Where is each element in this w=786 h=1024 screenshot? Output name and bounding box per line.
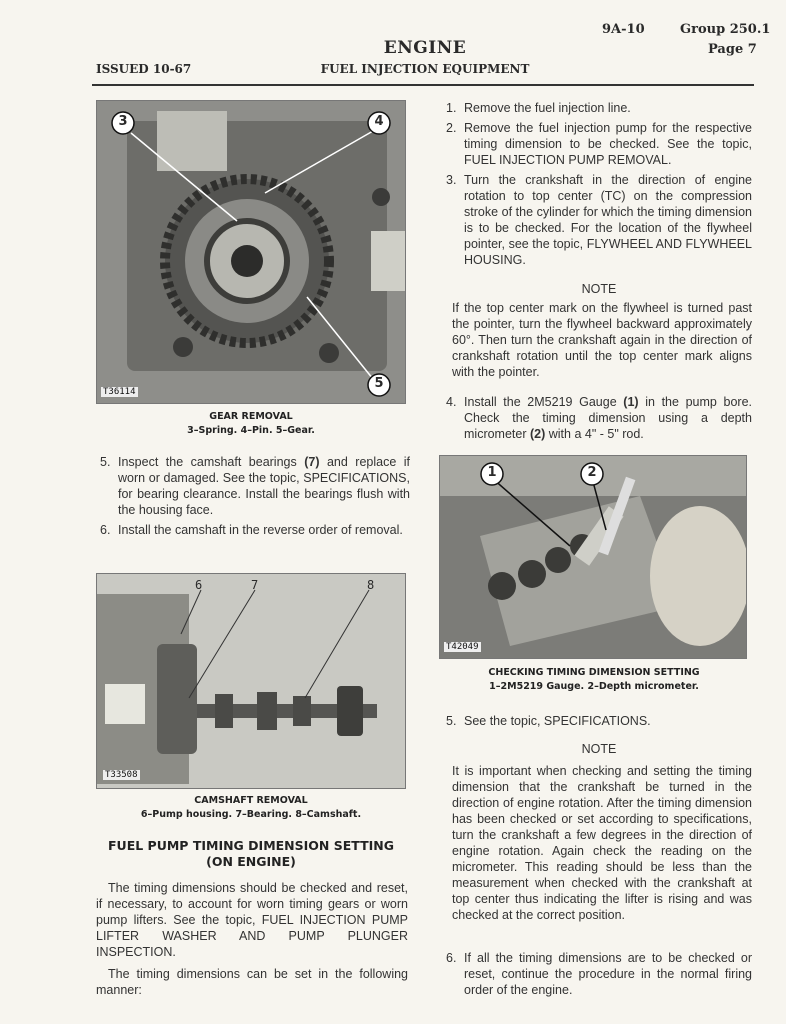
note-title: NOTE [581, 742, 617, 756]
page-title: ENGINE [383, 38, 467, 58]
header-rule [92, 84, 754, 86]
camshaft-caption [96, 794, 406, 822]
section-title-line1: FUEL PUMP TIMING DIMENSION SETTING [108, 838, 394, 853]
page-number: Page 7 [708, 42, 757, 57]
gear-caption [96, 410, 406, 438]
caption-legend: 6–Pump housing. 7–Bearing. 8–Camshaft. [140, 809, 362, 820]
photo-id: T33508 [105, 770, 138, 780]
note-title: NOTE [581, 282, 617, 296]
step-6 [446, 950, 752, 1002]
caption-title: CHECKING TIMING DIMENSION SETTING [488, 667, 700, 678]
callout-6: 6 [195, 578, 203, 592]
timing-check-photo [439, 455, 747, 659]
list-item: 5. See the topic, SPECIFICATIONS. [446, 714, 651, 728]
group-number: Group 250.1 [680, 22, 771, 37]
callout-2: 2 [587, 465, 597, 480]
callout-8: 8 [367, 578, 375, 592]
gear-removal-photo [96, 100, 406, 404]
caption-title: GEAR REMOVAL [209, 411, 293, 422]
callout-3: 3 [118, 114, 128, 129]
note-text: If the top center mark on the flywheel is turned past the pointer, turn the flywheel backward approximately 60°. Then turn the crankshaft again in the direction of crankshaft rotation until the top center mark aligns with the pointer. [452, 301, 752, 379]
callout-1: 1 [487, 465, 497, 480]
list-item: 5. Inspect the camshaft bearings (7) and replace if worn or damaged. See the topic, SPECIFICATIONS, for bearing clearance. Install the bearings flush with the housing face. [100, 455, 411, 517]
callout-5: 5 [374, 376, 384, 391]
step-5 [446, 713, 752, 733]
section-title-line2: (ON ENGINE) [206, 854, 296, 869]
section-heading [96, 838, 406, 870]
right-steps [446, 100, 752, 272]
camshaft-removal-photo [96, 573, 406, 789]
list-item: 1. Remove the fuel injection line. [446, 101, 631, 115]
document-code: 9A-10 [602, 22, 645, 37]
caption-title: CAMSHAFT REMOVAL [194, 795, 308, 806]
issued-date: ISSUED 10-67 [96, 62, 192, 76]
callout-7: 7 [251, 578, 259, 592]
list-item: 3. Turn the crankshaft in the direction of engine rotation to top center (TC) on the compression stroke of the cylinder for which the timing dimension is to be checked. For the location of the flywheel pointer, see the topic, FLYWHEEL AND FLYWHEEL HOUSING. [446, 173, 752, 267]
section-paragraph-2: The timing dimensions can be set in the following manner: [96, 967, 408, 997]
caption-legend: 3–Spring. 4–Pin. 5–Gear. [187, 425, 315, 436]
left-steps [100, 454, 410, 542]
list-item: 6. If all the timing dimensions are to be checked or reset, continue the procedure in the normal firing order of the engine. [446, 951, 752, 997]
section-paragraph-1: The timing dimensions should be checked and reset, if necessary, to account for worn timing gears or worn pump lifters. See the topic, FUEL INJECTION PUMP LIFTER WASHER AND PUMP PLUNGER INSPECTION. [96, 881, 408, 959]
photo-id: T36114 [103, 387, 136, 397]
caption-legend: 1–2M5219 Gauge. 2–Depth micrometer. [489, 681, 699, 692]
note-text: It is important when checking and setting the timing dimension that the crankshaft be turned in the direction of engine rotation. After the timing dimension has been checked or set according to specifications, turn the crankshaft a few degrees in the direction of engine rotation. Again check the reading on the micrometer. This reading should be less than the measurement when checked with the crankshaft at top center thus indicating the lifter is rising and was checked at the correct position. [452, 764, 752, 922]
list-item: 2. Remove the fuel injection pump for the respective timing dimension to be checked. See the topic, FUEL INJECTION PUMP REMOVAL. [446, 121, 752, 167]
photo-id: T42049 [446, 642, 479, 652]
timing-caption [439, 666, 749, 694]
callout-4: 4 [374, 114, 384, 129]
list-item: 6. Install the camshaft in the reverse order of removal. [100, 523, 403, 537]
page-subtitle: FUEL INJECTION EQUIPMENT [320, 62, 530, 76]
list-item: 4. Install the 2M5219 Gauge (1) in the pump bore. Check the timing dimension using a depth micrometer (2) with a 4" - 5" rod. [446, 395, 752, 441]
step-4 [446, 394, 752, 446]
